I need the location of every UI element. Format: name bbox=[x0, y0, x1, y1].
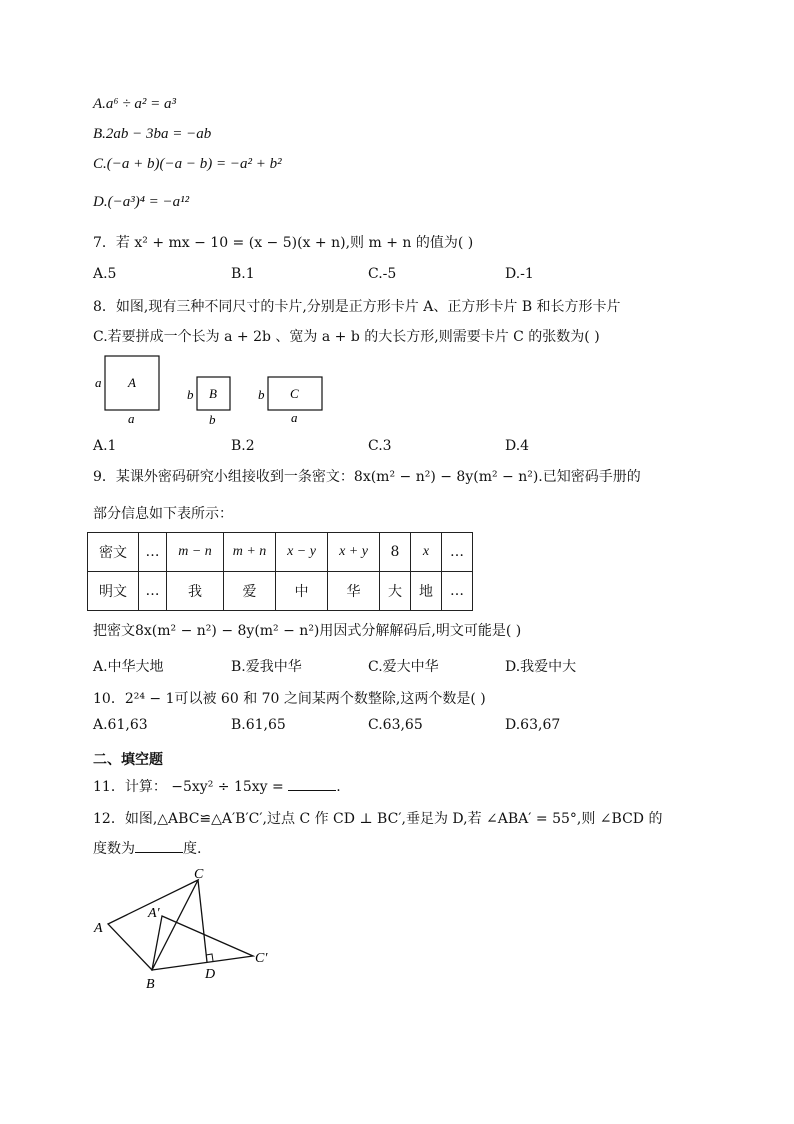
segment-cd bbox=[198, 880, 207, 962]
q9-stem-line2: 部分信息如下表所示： bbox=[93, 506, 233, 522]
table-cell: 明文 bbox=[88, 572, 139, 611]
table-cell: 大 bbox=[380, 572, 411, 611]
card-b-label: B bbox=[209, 386, 217, 401]
table-cell: x bbox=[411, 533, 442, 572]
card-a-bottom-label: a bbox=[128, 411, 135, 426]
q8-stem-line1: 8．如图,现有三种不同尺寸的卡片,分别是正方形卡片 A、正方形卡片 B 和长方形卡片 bbox=[93, 299, 621, 315]
q9-option-b: B.爱我中华 bbox=[231, 659, 302, 675]
q10-option-d: D.63,67 bbox=[505, 717, 561, 733]
card-b-side-label: b bbox=[187, 387, 194, 402]
q12-stem-line2 bbox=[93, 838, 201, 858]
q8-option-b: B.2 bbox=[231, 438, 255, 454]
q6-option-c: C.(−a + b)(−a − b) = −a² + b² bbox=[93, 156, 282, 172]
table-cell: 8 bbox=[380, 533, 411, 572]
q6-option-b: B.2ab − 3ba = −ab bbox=[93, 126, 212, 142]
q12-triangle-figure bbox=[90, 862, 290, 992]
cipher-table bbox=[87, 532, 473, 611]
q9-option-a: A.中华大地 bbox=[93, 659, 164, 675]
answer-blank[interactable] bbox=[288, 776, 336, 791]
label-a-prime: A′ bbox=[148, 906, 160, 921]
q11-suffix: . bbox=[336, 779, 341, 795]
q11-stem bbox=[93, 776, 341, 796]
q8-option-a: A.1 bbox=[93, 438, 117, 454]
q9-after-table: 把密文8x(m² − n²) − 8y(m² − n²)用因式分解解码后,明文可能是( ) bbox=[93, 623, 522, 639]
card-c-side-label: b bbox=[258, 387, 265, 402]
table-cell: … bbox=[442, 572, 473, 611]
card-b-bottom-label: b bbox=[209, 412, 216, 427]
table-cell: 密文 bbox=[88, 533, 139, 572]
table-cell: 我 bbox=[167, 572, 224, 611]
q12-suffix: 度. bbox=[183, 841, 202, 857]
table-cell: m + n bbox=[224, 533, 276, 572]
label-d: D bbox=[205, 967, 216, 982]
q7-option-a: A.5 bbox=[93, 266, 117, 282]
card-a-side-label: a bbox=[95, 375, 102, 390]
q6-option-a: A.a⁶ ÷ a² = a³ bbox=[93, 96, 176, 112]
q10-option-b: B.61,65 bbox=[231, 717, 286, 733]
card-c-label: C bbox=[290, 386, 299, 401]
q7-option-b: B.1 bbox=[231, 266, 255, 282]
table-cell: x + y bbox=[328, 533, 380, 572]
table-cell: 华 bbox=[328, 572, 380, 611]
table-row bbox=[88, 572, 473, 611]
card-c-bottom-label: a bbox=[291, 410, 298, 425]
q11-text: 11．计算： −5xy² ÷ 15xy = bbox=[93, 779, 284, 795]
q10-stem: 10．2²⁴ − 1可以被 60 和 70 之间某两个数整除,这两个数是( ) bbox=[93, 691, 486, 707]
label-c-prime: C′ bbox=[255, 951, 268, 966]
triangle-abc bbox=[108, 880, 198, 970]
label-b: B bbox=[146, 977, 155, 992]
label-a: A bbox=[94, 921, 103, 936]
q10-option-c: C.63,65 bbox=[368, 717, 423, 733]
q12-prefix: 度数为 bbox=[93, 841, 135, 857]
label-c: C bbox=[194, 867, 204, 882]
q8-option-c: C.3 bbox=[368, 438, 392, 454]
q9-option-c: C.爱大中华 bbox=[368, 659, 439, 675]
q8-option-d: D.4 bbox=[505, 438, 530, 454]
q9-option-d: D.我爱中大 bbox=[505, 659, 577, 675]
q8-stem-line2: C.若要拼成一个长为 a + 2b 、宽为 a + b 的大长方形,则需要卡片 C 的张数为( ) bbox=[93, 329, 600, 345]
q6-option-d: D.(−a³)⁴ = −a¹² bbox=[93, 194, 190, 210]
table-cell: … bbox=[442, 533, 473, 572]
q10-option-a: A.61,63 bbox=[93, 717, 148, 733]
answer-blank[interactable] bbox=[135, 838, 183, 853]
card-a-label: A bbox=[128, 375, 136, 390]
q8-cards-figure bbox=[90, 352, 340, 430]
table-cell: x − y bbox=[276, 533, 328, 572]
table-cell: … bbox=[139, 572, 167, 611]
table-cell: 爱 bbox=[224, 572, 276, 611]
q7-option-c: C.-5 bbox=[368, 266, 397, 282]
table-cell: 中 bbox=[276, 572, 328, 611]
q12-stem-line1: 12．如图,△ABC≌△A′B′C′,过点 C 作 CD ⊥ BC′,垂足为 D,若 ∠ABA′ = 55°,则 ∠BCD 的 bbox=[93, 811, 663, 827]
table-row bbox=[88, 533, 473, 572]
q9-stem-line1: 9．某课外密码研究小组接收到一条密文：8x(m² − n²) − 8y(m² − n²).已知密码手册的 bbox=[93, 469, 641, 485]
q7-stem: 7．若 x² + mx − 10 = (x − 5)(x + n),则 m + n 的值为( ) bbox=[93, 235, 474, 251]
table-cell: … bbox=[139, 533, 167, 572]
table-cell: m − n bbox=[167, 533, 224, 572]
table-cell: 地 bbox=[411, 572, 442, 611]
section-heading: 二、填空题 bbox=[93, 752, 163, 768]
q7-option-d: D.-1 bbox=[505, 266, 534, 282]
